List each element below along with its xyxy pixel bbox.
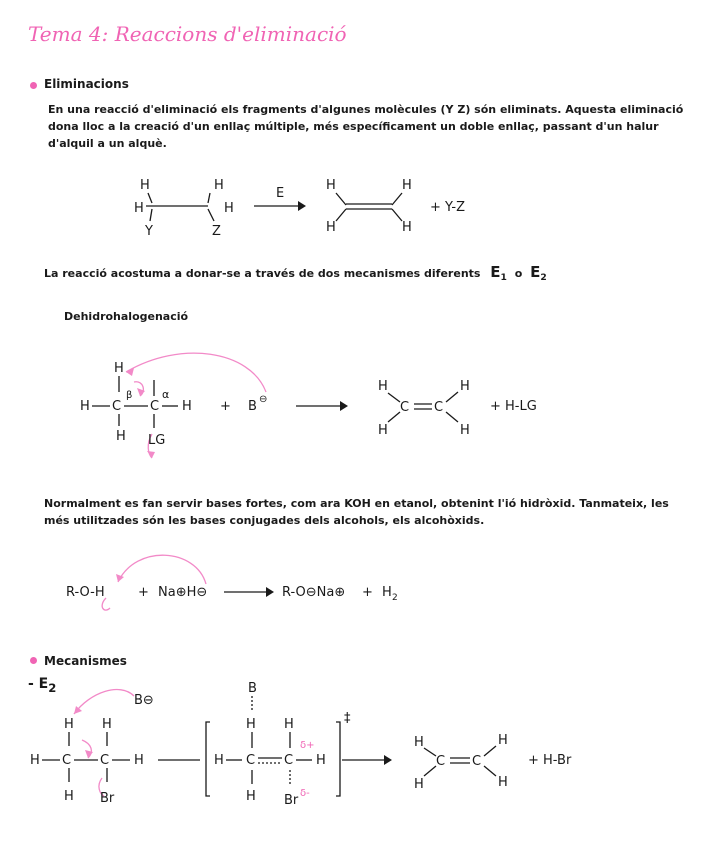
e2-subscript: 2 xyxy=(540,272,547,284)
byproduct-hlg: + H-LG xyxy=(490,399,537,414)
h2-subscript: 2 xyxy=(392,593,398,603)
atom-h: H xyxy=(402,178,412,193)
alkoxide-product: R-O⊖Na⊕ xyxy=(282,585,346,600)
plus-sign: + xyxy=(220,399,231,414)
reaction-general-diagram xyxy=(130,175,510,245)
svg-text:H: H xyxy=(414,735,424,750)
atom-h: H xyxy=(114,361,124,376)
dehydrohalogenation-heading: Dehidrohalogenació xyxy=(64,310,189,323)
svg-text:C: C xyxy=(150,399,160,414)
e2-subheading-text: - E xyxy=(28,676,49,692)
svg-text:H: H xyxy=(182,399,192,414)
atom-h: H xyxy=(224,201,234,216)
plus-sign: + xyxy=(362,585,373,600)
atom-h: H xyxy=(134,201,144,216)
svg-text:H: H xyxy=(116,429,126,444)
svg-text:H: H xyxy=(378,423,388,438)
svg-text:H: H xyxy=(246,789,256,804)
leaving-group: LG xyxy=(148,433,166,448)
atom-h: H xyxy=(326,178,336,193)
page-title: Tema 4: Reaccions d'eliminació xyxy=(28,22,347,46)
sodium-hydride-label: Na⊕H⊖ xyxy=(158,585,208,600)
atom-y: Y xyxy=(145,224,153,239)
transition-state-mark: ‡ xyxy=(344,711,351,726)
section-heading-eliminacions: Eliminacions xyxy=(44,77,129,91)
bullet-dot xyxy=(30,82,37,89)
svg-text:H: H xyxy=(378,379,388,394)
svg-text:C: C xyxy=(434,400,444,415)
svg-text:H: H xyxy=(498,775,508,790)
intro-paragraph: En una reacció d'eliminació els fragments d'algunes molècules (Y Z) són eliminats. Aquesta eliminació dona lloc a la creació d'un enllaç múltiple, més específicament un doble enllaç, passant d'un halur d'alquil a un alquè. xyxy=(48,103,684,150)
svg-text:H: H xyxy=(214,753,224,768)
svg-text:H: H xyxy=(64,789,74,804)
byproduct-yz: + Y-Z xyxy=(430,200,466,215)
svg-text:H: H xyxy=(498,733,508,748)
base-label: B⊖ xyxy=(134,693,154,708)
svg-text:H: H xyxy=(80,399,90,414)
base-attack-arrow xyxy=(126,353,266,392)
svg-text:H: H xyxy=(246,717,256,732)
hydride-arrow xyxy=(118,555,206,584)
alcohol-label: R-O-H xyxy=(66,585,105,600)
svg-text:C: C xyxy=(436,754,446,769)
svg-text:H: H xyxy=(414,777,424,792)
or-word: o xyxy=(514,267,523,280)
alkoxide-reaction-diagram xyxy=(66,550,486,620)
section-heading-mecanismes: Mecanismes xyxy=(44,654,127,668)
svg-text:C: C xyxy=(400,400,410,415)
svg-text:C: C xyxy=(246,753,256,768)
byproduct-hbr: + H-Br xyxy=(528,753,572,768)
delta-minus: δ- xyxy=(300,788,310,799)
svg-text:C: C xyxy=(62,753,72,768)
svg-text:H: H xyxy=(64,717,74,732)
svg-text:H: H xyxy=(30,753,40,768)
svg-text:⊖: ⊖ xyxy=(259,394,268,405)
e1-subscript: 1 xyxy=(500,272,507,284)
reagent-label: E xyxy=(276,186,285,201)
svg-text:H: H xyxy=(102,717,112,732)
svg-text:H: H xyxy=(284,717,294,732)
atom-h: H xyxy=(140,178,150,193)
svg-text:C: C xyxy=(100,753,110,768)
atom-h: H xyxy=(326,220,336,235)
bromine-label: Br xyxy=(100,791,115,806)
svg-text:C: C xyxy=(284,753,294,768)
e2-mechanism-diagram xyxy=(30,680,650,830)
base-top-label: B xyxy=(248,681,257,696)
bases-paragraph: Normalment es fan servir bases fortes, com ara KOH en etanol, obtenint l'ió hidròxid. Tanmateix, les més utilitzades són les bases conjugades dels alcohols, els alcohòxids. xyxy=(44,497,669,527)
svg-text:H: H xyxy=(460,423,470,438)
svg-text:H: H xyxy=(316,753,326,768)
e2-subheading-index: 2 xyxy=(48,680,57,695)
atom-h: H xyxy=(214,178,224,193)
svg-text:H: H xyxy=(460,379,470,394)
e1-label: E xyxy=(490,263,501,281)
bromine-label: Br xyxy=(284,793,299,808)
svg-text:C: C xyxy=(112,399,122,414)
svg-text:H: H xyxy=(134,753,144,768)
alpha-label: α xyxy=(162,388,170,401)
bullet-dot xyxy=(30,657,37,664)
plus-sign: + xyxy=(138,585,149,600)
h2-label: H xyxy=(382,585,392,600)
mechanisms-text: La reacció acostuma a donar-se a través de dos mecanismes diferents xyxy=(44,267,481,280)
delta-plus: δ+ xyxy=(300,740,315,751)
mechanisms-line xyxy=(44,263,547,283)
beta-label: β xyxy=(126,390,133,401)
base-label: B xyxy=(248,399,257,414)
atom-z: Z xyxy=(212,224,221,239)
atom-h: H xyxy=(402,220,412,235)
e2-label: E xyxy=(530,263,541,281)
svg-text:C: C xyxy=(472,754,482,769)
dehydrohalogenation-diagram xyxy=(70,330,630,470)
